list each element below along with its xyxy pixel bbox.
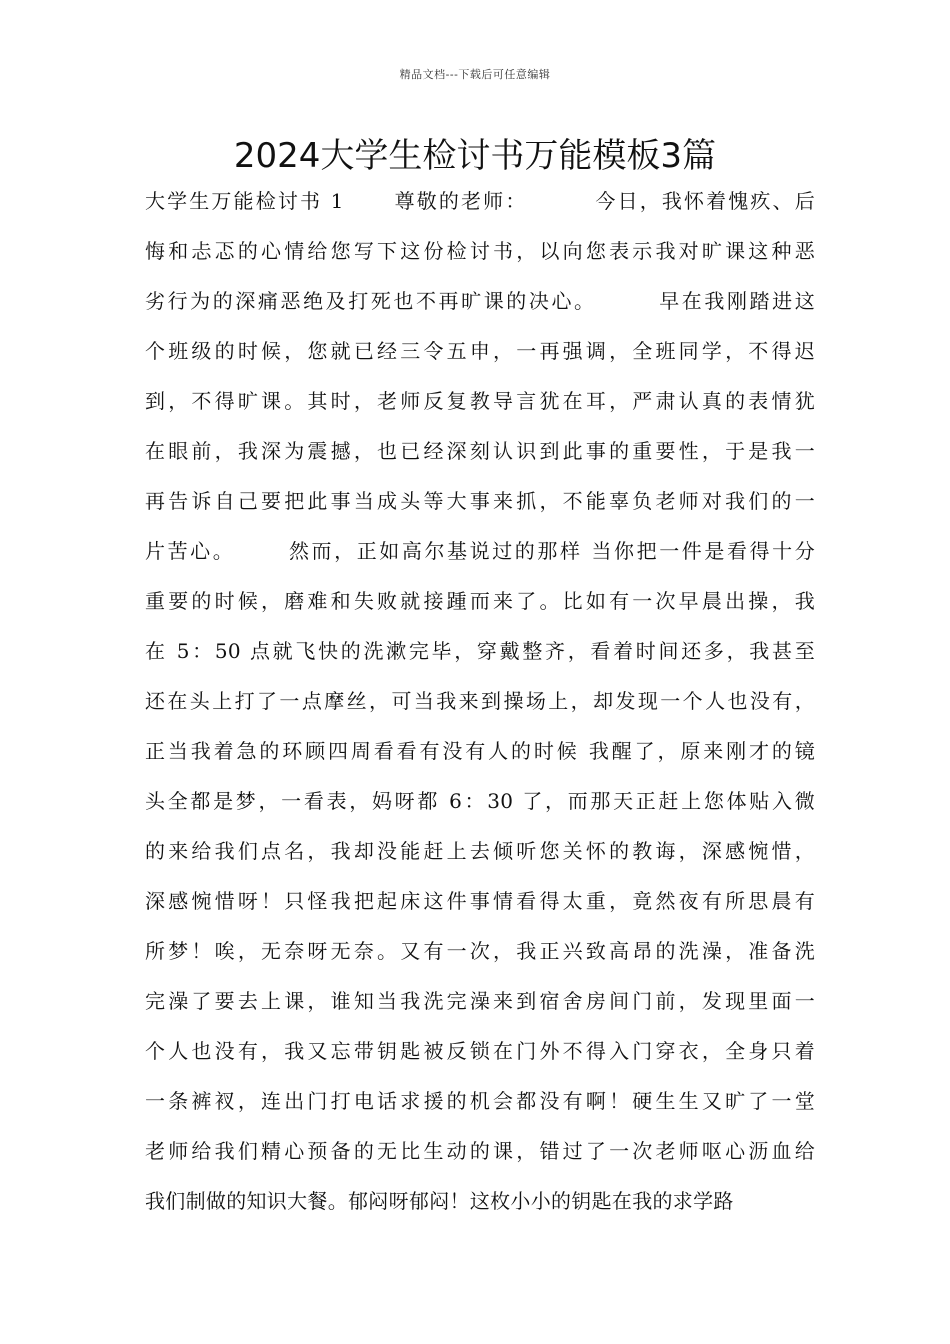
document-body — [145, 176, 815, 1226]
body-line: 头全都是梦，一看表，妈呀都 6：30 了，而那天正赶上您体贴入微 — [145, 789, 815, 813]
body-line: 正当我着急的环顾四周看看有没有人的时候 我醒了，原来刚才的镜 — [145, 739, 815, 763]
body-line: 悔和忐忑的心情给您写下这份检讨书，以向您表示我对旷课这种恶 — [145, 239, 815, 263]
body-line: 还在头上打了一点摩丝，可当我来到操场上，却发现一个人也没有， — [145, 689, 815, 713]
body-line: 大学生万能检讨书 1 尊敬的老师： 今日，我怀着愧疚、后 — [145, 189, 815, 213]
body-line: 个人也没有，我又忘带钥匙被反锁在门外不得入门穿衣，全身只着 — [145, 1039, 815, 1063]
header-note: 精品文档---下载后可任意编辑 — [399, 68, 551, 81]
body-line: 到，不得旷课。其时，老师反复教导言犹在耳，严肃认真的表情犹 — [145, 389, 815, 413]
body-line: 深感惋惜呀！只怪我把起床这件事情看得太重，竟然夜有所思晨有 — [145, 889, 815, 913]
body-line: 在眼前，我深为震撼，也已经深刻认识到此事的重要性，于是我一 — [145, 439, 815, 463]
body-line: 完澡了要去上课，谁知当我洗完澡来到宿舍房间门前，发现里面一 — [145, 989, 815, 1013]
body-line: 再告诉自己要把此事当成头等大事来抓，不能辜负老师对我们的一 — [145, 489, 815, 513]
body-line: 所梦！唉，无奈呀无奈。又有一次，我正兴致高昂的洗澡，准备洗 — [145, 939, 815, 963]
body-line: 劣行为的深痛恶绝及打死也不再旷课的决心。 早在我刚踏进这 — [145, 289, 815, 313]
body-line: 的来给我们点名，我却没能赶上去倾听您关怀的教诲，深感惋惜， — [145, 839, 815, 863]
body-line: 重要的时候，磨难和失败就接踵而来了。比如有一次早晨出操，我 — [145, 589, 815, 613]
body-line: 在 5：50 点就飞快的洗漱完毕，穿戴整齐，看着时间还多，我甚至 — [145, 639, 815, 663]
body-line: 老师给我们精心预备的无比生动的课，错过了一次老师呕心沥血给 — [145, 1139, 815, 1163]
document-title: 2024大学生检讨书万能模板3篇 — [233, 136, 717, 176]
body-line: 我们制做的知识大餐。郁闷呀郁闷！这枚小小的钥匙在我的求学路 — [145, 1189, 734, 1213]
body-line: 片苦心。 然而，正如高尔基说过的那样 当你把一件是看得十分 — [145, 539, 815, 563]
body-line: 个班级的时候，您就已经三令五申，一再强调，全班同学，不得迟 — [145, 339, 815, 363]
body-line: 一条裤衩，连出门打电话求援的机会都没有啊！硬生生又旷了一堂 — [145, 1089, 815, 1113]
